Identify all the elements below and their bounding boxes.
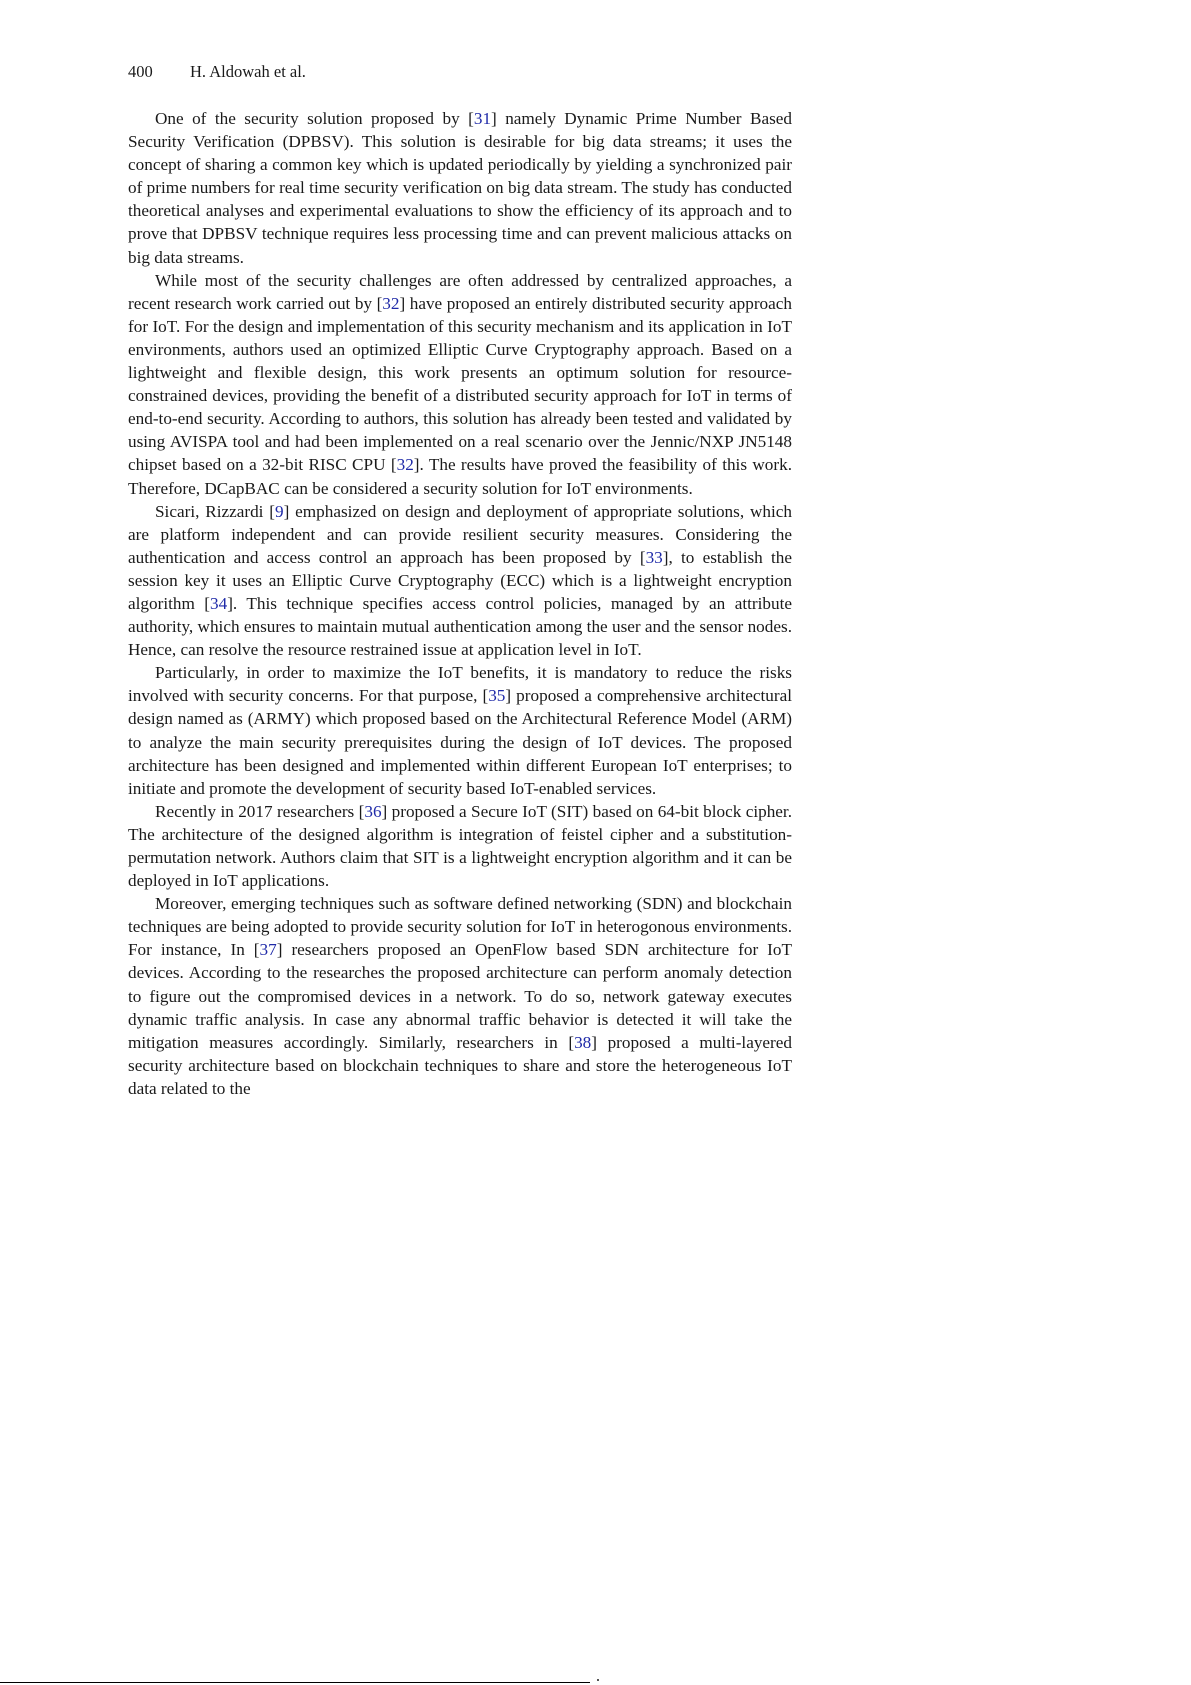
citation-link[interactable]: 33 (645, 547, 663, 567)
paragraph-text: Sicari, Rizzardi [ (155, 501, 276, 521)
paragraph-text: One of the security solution proposed by [ (155, 109, 474, 128)
citation-link[interactable]: 34 (210, 593, 228, 613)
paragraph-3 (128, 500, 792, 662)
paragraph-text: ] proposed a comprehensive architectural design named as (ARMY) which proposed based on the Architectural Reference Model (ARM) to analyze the main security prerequisites during the design of IoT devices. The proposed architecture has been designed and implemented within different European IoT enterprises; to initiate and promote the development of security based IoT-enabled services. (128, 686, 793, 798)
page-number: 400 (128, 62, 153, 81)
paragraph-6 (128, 892, 792, 1100)
citation-link[interactable]: 32 (382, 293, 400, 313)
paragraph-text: ] proposed a Secure IoT (SIT) based on 64-bit block cipher. The architecture of the designed algorithm is integration of feistel cipher and a substitution-permutation network. Authors claim that SIT is a lightweight encryption algorithm and it can be deployed in IoT applications. (128, 801, 792, 891)
paragraph-text: ] have proposed an entirely distributed security approach for IoT. For the design and implementation of this security mechanism and its application in IoT environments, authors used an optimized Elliptic Curve Cryptography approach. Based on a lightweight and flexible design, this work presents an optimum solution for resource-constrained devices, providing the benefit of a distributed security approach for IoT in terms of end-to-end security. According to authors, this solution has already been tested and validated by using AVISPA tool and had been implemented on a real scenario over the Jennic/NXP JN5148 chipset based on a 32-bit RISC CPU [ (128, 293, 792, 475)
paragraph-text: ]. This technique specifies access control policies, managed by an attribute authority, which ensures to maintain mutual authentication among the user and the sensor nodes. Hence, can resolve the resource restrained issue at application level in IoT. (128, 593, 792, 660)
paragraph-text: ] researchers proposed an OpenFlow based SDN architecture for IoT devices. According to the researches the proposed architecture can perform anomaly detection to figure out the compromised devices in a network. To do so, network gateway executes dynamic traffic analysis. In case any abnormal traffic behavior is detected it will take the mitigation measures accordingly. Similarly, researchers in [ (128, 940, 792, 1052)
footer-mark (597, 1679, 599, 1681)
paragraph-text: While most of the security challenges are often addressed by centralized approaches, a recent research work carried out by [ (128, 270, 792, 313)
body-text (128, 107, 792, 1100)
citation-link[interactable]: 38 (574, 1032, 592, 1052)
paragraph-text: ] proposed a multi-layered security architecture based on blockchain techniques to share and store the heterogeneous IoT data related to the (128, 1032, 792, 1098)
footer-rule (0, 1682, 590, 1683)
paragraph-text: ] namely Dynamic Prime Number Based Security Verification (DPBSV). This solution is desirable for big data streams; it uses the concept of sharing a common key which is updated periodically by yielding a synchronized pair of prime numbers for real time security verification on big data stream. The study has conducted theoretical analyses and experimental evaluations to show the efficiency of its approach and to prove that DPBSV technique requires less processing time and can prevent malicious attacks on big data streams. (128, 109, 792, 267)
paragraph-text: ], to establish the session key it uses an Elliptic Curve Cryptography (ECC) which is a lightweight encryption algorithm [ (128, 547, 792, 613)
paragraph-text: Recently in 2017 researchers [ (155, 801, 365, 821)
paragraph-text: ]. The results have proved the feasibility of this work. Therefore, DCapBAC can be considered a security solution for IoT environments. (128, 455, 793, 498)
paragraph-5 (128, 800, 792, 892)
citation-link[interactable]: 35 (488, 686, 506, 706)
citation-link[interactable]: 31 (473, 109, 492, 128)
running-head (128, 60, 306, 84)
paragraph-text: ] emphasized on design and deployment of appropriate solutions, which are platform independent and can provide resilient security measures. Considering the authentication and access control an approach has been proposed by [ (128, 501, 792, 567)
paragraph-4 (128, 661, 792, 800)
paragraph-1 (128, 107, 792, 269)
citation-link[interactable]: 9 (275, 501, 284, 521)
citation-link[interactable]: 36 (364, 801, 382, 821)
citation-link[interactable]: 32 (396, 455, 414, 475)
paragraph-text: Moreover, emerging techniques such as software defined networking (SDN) and blockchain techniques are being adopted to provide security solution for IoT in heterogonous environments. For instance, In [ (128, 894, 792, 960)
paragraph-2 (128, 269, 792, 500)
citation-link[interactable]: 37 (259, 940, 277, 960)
paragraph-text: Particularly, in order to maximize the IoT benefits, it is mandatory to reduce the risks involved with security concerns. For that purpose, [ (128, 663, 792, 706)
running-head-authors: H. Aldowah et al. (190, 62, 306, 81)
